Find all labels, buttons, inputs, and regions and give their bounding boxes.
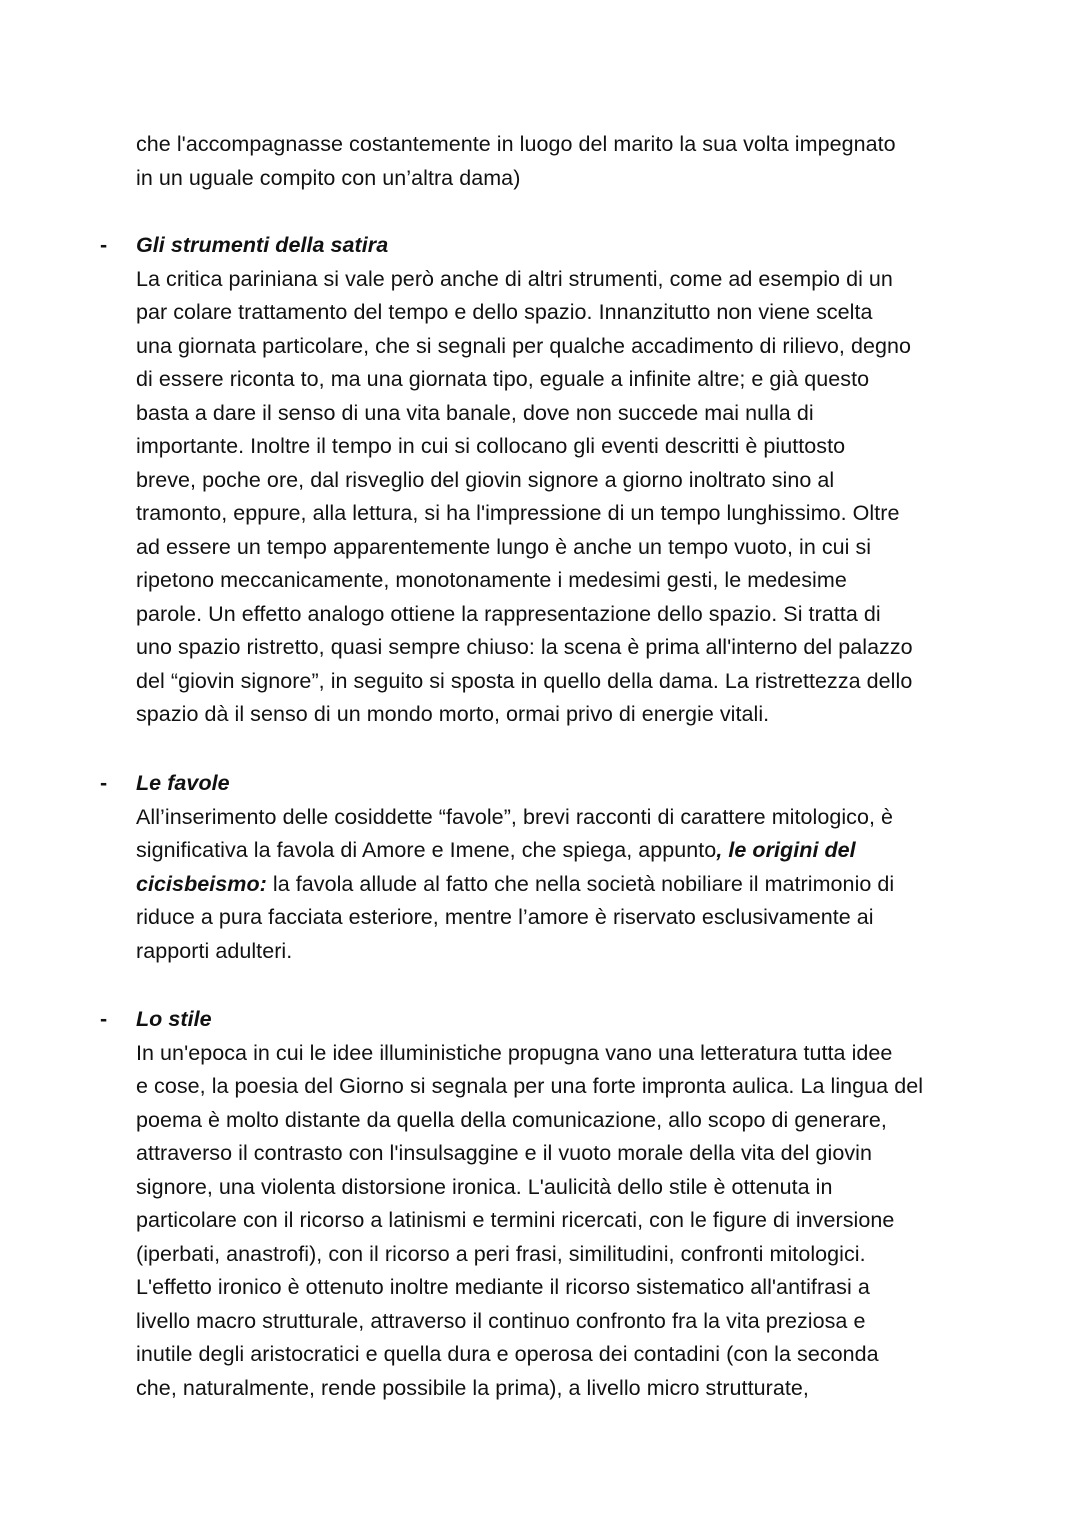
text-line: L'effetto ironico è ottenuto inoltre mediante il ricorso sistematico all'antifrasi a bbox=[136, 1275, 870, 1299]
bullet-dash: - bbox=[100, 233, 108, 257]
section-body bbox=[136, 229, 986, 732]
text-line: ad essere un tempo apparentemente lungo è anche un tempo vuoto, in cui si bbox=[136, 534, 872, 559]
text-line: importante. Inoltre il tempo in cui si collocano gli eventi descritti è piuttosto bbox=[136, 434, 846, 458]
text-line bbox=[136, 834, 986, 868]
section-body bbox=[136, 1003, 986, 1405]
text-line: signore, una violenta distorsione ironica. L'aulicità dello stile è ottenuta in bbox=[136, 1174, 833, 1199]
text-line: poema è molto distante da quella della comunicazione, allo scopo di generare, bbox=[136, 1107, 887, 1132]
text-line: che l'accompagnasse costantemente in luogo del marito la sua volta impegnato bbox=[136, 132, 896, 156]
text-line: una giornata particolare, che si segnali per qualche accadimento di rilievo, degno bbox=[136, 333, 911, 358]
section-heading: Le favole bbox=[136, 771, 230, 795]
text-line bbox=[136, 868, 986, 902]
text-line: basta a dare il senso di una vita banale, dove non succede mai nulla di bbox=[136, 400, 814, 425]
text-line: rapporti adulteri. bbox=[136, 938, 293, 963]
bullet-dash: - bbox=[100, 1007, 108, 1031]
text-run: la favola allude al fatto che nella società nobiliare il matrimonio di bbox=[266, 871, 895, 896]
text-line: in un uguale compito con un’altra dama) bbox=[136, 165, 521, 190]
text-line: par colare trattamento del tempo e dello spazio. Innanzitutto non viene scelta bbox=[136, 300, 873, 324]
text-line: riduce a pura facciata esteriore, mentre l’amore è riservato esclusivamente ai bbox=[136, 905, 874, 929]
text-line: parole. Un effetto analogo ottiene la rappresentazione dello spazio. Si tratta di bbox=[136, 601, 881, 626]
text-line: e cose, la poesia del Giorno si segnala per una forte impronta aulica. La lingua del bbox=[136, 1074, 924, 1098]
text-run: significativa la favola di Amore e Imene, che spiega, appunto bbox=[136, 838, 717, 862]
text-line: inutile degli aristocratici e quella dura e operosa dei contadini (con la seconda bbox=[136, 1342, 879, 1366]
section-heading: Gli strumenti della satira bbox=[136, 233, 389, 257]
emphasis-text: , le origini del bbox=[716, 838, 856, 862]
text-line: livello macro strutturale, attraverso il continuo confronto fra la vita preziosa e bbox=[136, 1308, 866, 1333]
text-line: tramonto, eppure, alla lettura, si ha l'impressione di un tempo lunghissimo. Oltre bbox=[136, 501, 900, 525]
text-line: particolare con il ricorso a latinismi e termini ricercati, con le figure di inversione bbox=[136, 1208, 895, 1232]
text-line: attraverso il contrasto con l'insulsaggine e il vuoto morale della vita del giovin bbox=[136, 1141, 873, 1165]
text-line: uno spazio ristretto, quasi sempre chiuso: la scena è prima all'interno del palazzo bbox=[136, 635, 913, 659]
text-line: La critica pariniana si vale però anche di altri strumenti, come ad esempio di un bbox=[136, 266, 893, 291]
intro-paragraph bbox=[136, 128, 986, 195]
text-line: (iperbati, anastrofi), con il ricorso a peri frasi, similitudini, confronti mitologici. bbox=[136, 1241, 866, 1266]
text-line: spazio dà il senso di un mondo morto, ormai privo di energie vitali. bbox=[136, 702, 770, 726]
emphasis-text: cicisbeismo: bbox=[136, 871, 267, 896]
section-body bbox=[136, 767, 986, 968]
text-line: del “giovin signore”, in seguito si sposta in quello della dama. La ristrettezza dello bbox=[136, 668, 913, 693]
text-line: di essere riconta to, ma una giornata tipo, eguale a infinite altre; e già questo bbox=[136, 367, 870, 391]
text-line: In un'epoca in cui le idee illuministiche propugna vano una letteratura tutta idee bbox=[136, 1040, 893, 1065]
section-heading: Lo stile bbox=[136, 1007, 212, 1031]
text-line: ripetono meccanicamente, monotonamente i medesimi gesti, le medesime bbox=[136, 568, 847, 592]
text-line: che, naturalmente, rende possibile la prima), a livello micro strutturate, bbox=[136, 1375, 809, 1400]
text-line: All’inserimento delle cosiddette “favole”, brevi racconti di carattere mitologico, è bbox=[136, 804, 894, 829]
bullet-dash: - bbox=[100, 771, 108, 795]
text-line: breve, poche ore, dal risveglio del giovin signore a giorno inoltrato sino al bbox=[136, 467, 835, 492]
